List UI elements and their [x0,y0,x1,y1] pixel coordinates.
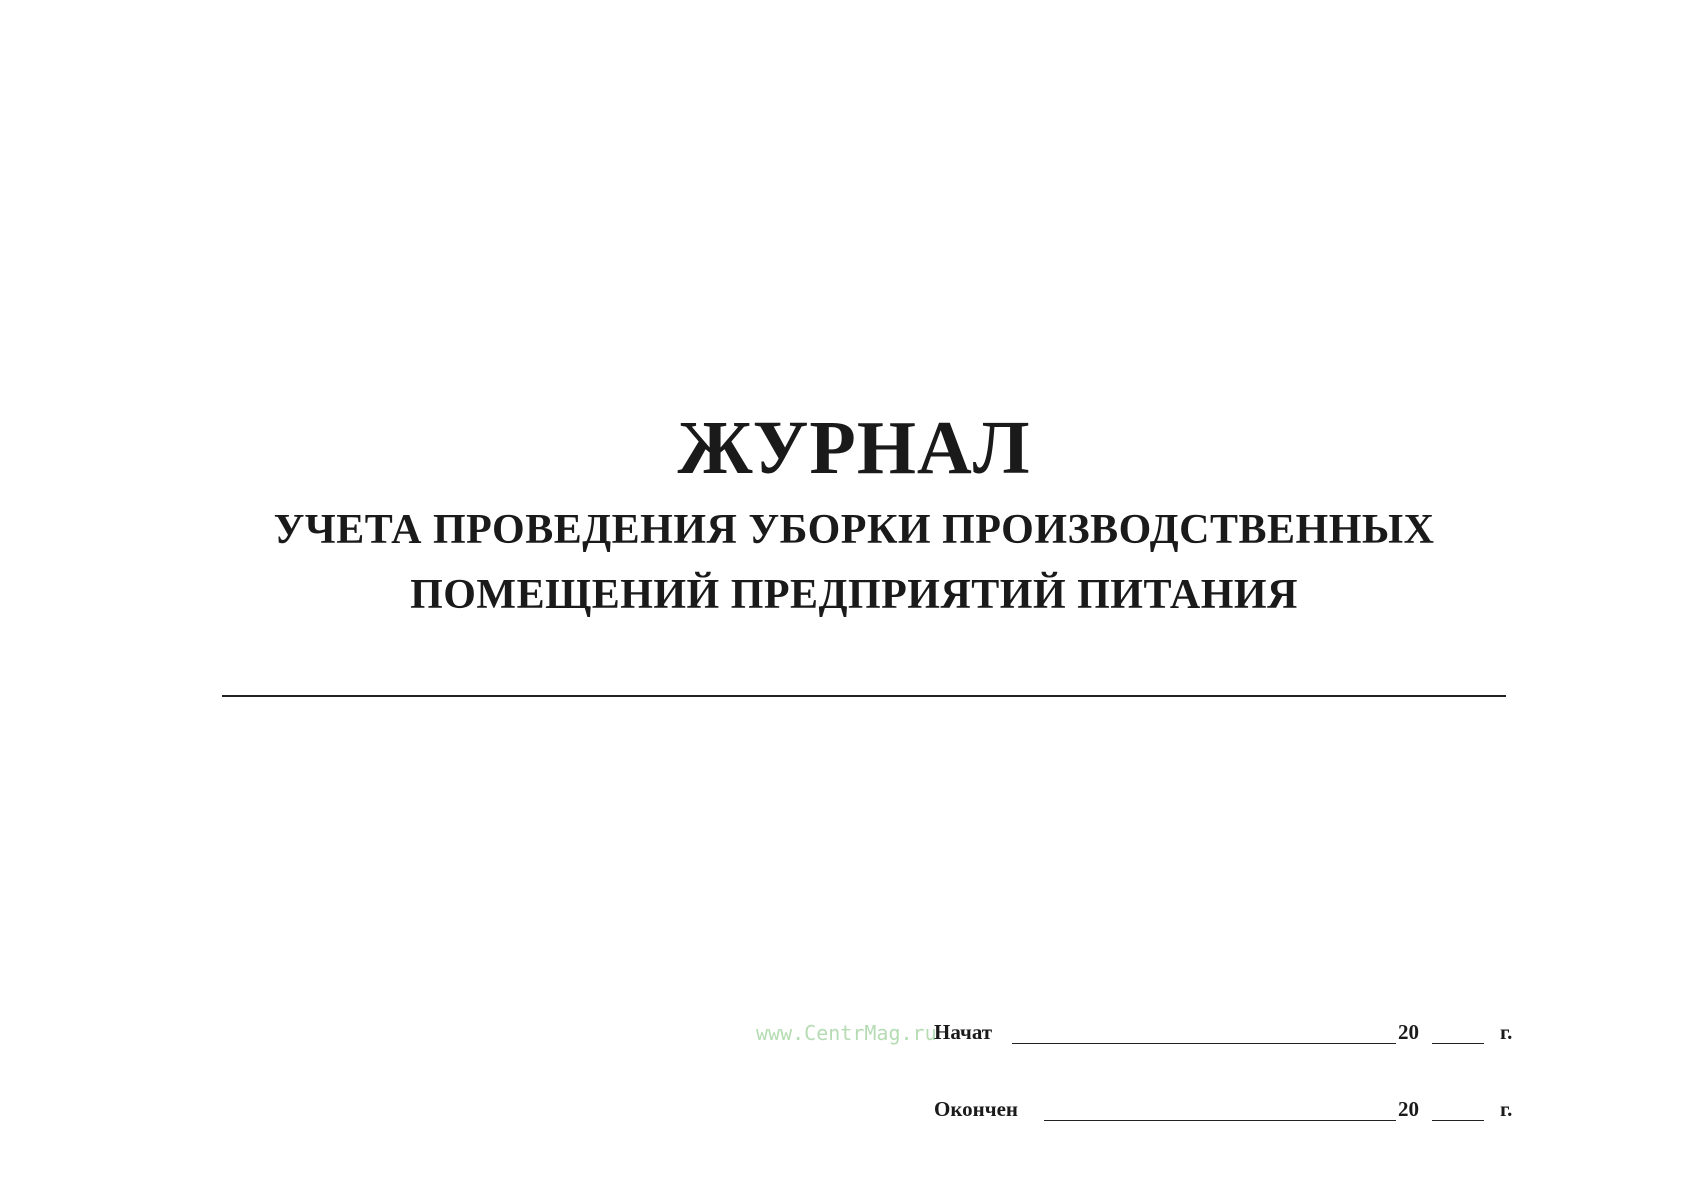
started-label: Начат [934,1020,993,1044]
finished-year-prefix: 20 [1398,1097,1419,1121]
started-year-suffix: г. [1500,1020,1513,1044]
watermark-text: www.CentrMag.ru [756,1021,937,1045]
started-year-prefix: 20 [1398,1020,1419,1044]
started-year-line [1432,1043,1484,1044]
journal-title: ЖУРНАЛ [677,406,1031,490]
finished-date-line [1044,1120,1396,1121]
started-date-line [1012,1043,1396,1044]
finished-year-suffix: г. [1500,1097,1513,1121]
journal-subtitle-line-1: УЧЕТА ПРОВЕДЕНИЯ УБОРКИ ПРОИЗВОДСТВЕННЫХ [273,507,1435,553]
name-underline [222,695,1506,697]
journal-subtitle-line-2: ПОМЕЩЕНИЙ ПРЕДПРИЯТИЙ ПИТАНИЯ [410,572,1298,618]
finished-label: Окончен [934,1097,1019,1121]
finished-year-line [1432,1120,1484,1121]
